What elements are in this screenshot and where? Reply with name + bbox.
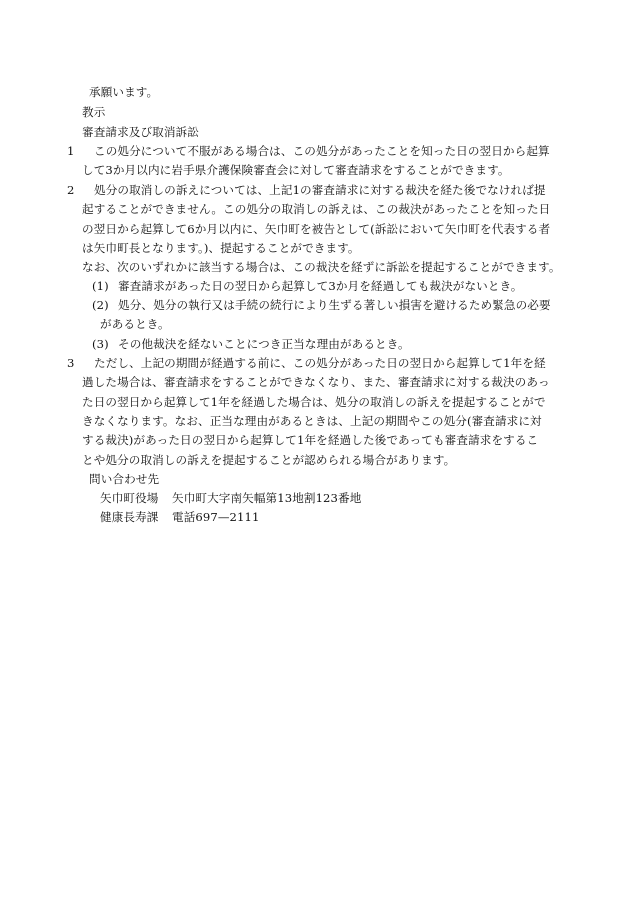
contact-office-name: 矢巾町役場 — [100, 491, 159, 505]
item2-sub3-text: その他裁決を経ないことにつき正当な理由があるとき。 — [118, 337, 410, 351]
item2-line1: 処分の取消しの訴えについては、上記1の審査請求に対する裁決を経た後でなければ提 — [94, 183, 546, 197]
contact-dept-name: 健康長寿課 — [100, 510, 159, 524]
item1-number: 1 — [67, 144, 75, 158]
item3-line4: きなくなります。なお、正当な理由があるときは、上記の期間やこの処分(審査請求に対 — [82, 414, 542, 428]
item2-sub2-number: (2) — [92, 298, 109, 312]
item2-line3: の翌日から起算して6か月以内に、矢巾町を被告として(訴訟において矢巾町を代表する者 — [82, 222, 551, 236]
item3-line5: する裁決)があった日の翌日から起算して1年を経過した後であっても審査請求をするこ — [82, 433, 539, 447]
contact-office-address: 矢巾町大字南矢幅第13地割123番地 — [172, 491, 362, 505]
item1-line1: この処分について不服がある場合は、この処分があったことを知った日の翌日から起算 — [94, 144, 550, 158]
item2-number: 2 — [67, 183, 75, 197]
item3-line6: とや処分の取消しの訴えを提起することが認められる場合があります。 — [82, 453, 456, 467]
item2-line4: は矢巾町長となります。)、提起することができます。 — [82, 241, 360, 255]
section-heading: 審査請求及び取消訴訟 — [82, 125, 199, 139]
item1-line2: して3か月以内に岩手県介護保険審査会に対して審査請求をすることができます。 — [82, 163, 510, 177]
item2-line2: 起することができません。この処分の取消しの訴えは、この裁決があったことを知った日 — [82, 202, 551, 216]
item2-sub3-number: (3) — [92, 337, 109, 351]
item2-sub2-line1: 処分、処分の執行又は手続の続行により生ずる著しい損害を避けるため緊急の必要 — [118, 298, 551, 312]
contact-heading: 問い合わせ先 — [89, 472, 160, 486]
instruction-heading: 教示 — [82, 105, 106, 119]
item3-line2: 過した場合は、審査請求をすることができなくなり、また、審査請求に対する裁決のあっ — [82, 375, 550, 389]
item2-sub2-line2: があるとき。 — [100, 317, 170, 331]
item2-sub1-text: 審査請求があった日の翌日から起算して3か月を経過しても裁決がないとき。 — [118, 279, 523, 293]
item2-note: なお、次のいずれかに該当する場合は、この裁決を経ずに訴訟を提起することができます。 — [82, 260, 561, 274]
contact-phone: 電話697—2111 — [172, 510, 260, 524]
item2-sub1-number: (1) — [92, 279, 109, 293]
item3-number: 3 — [67, 356, 75, 370]
intro-closing: 承願います。 — [89, 85, 159, 99]
item3-line3: た日の翌日から起算して1年を経過した場合は、処分の取消しの訴えを提起することがで — [82, 395, 546, 409]
item3-line1: ただし、上記の期間が経過する前に、この処分があった日の翌日から起算して1年を経 — [94, 356, 546, 370]
